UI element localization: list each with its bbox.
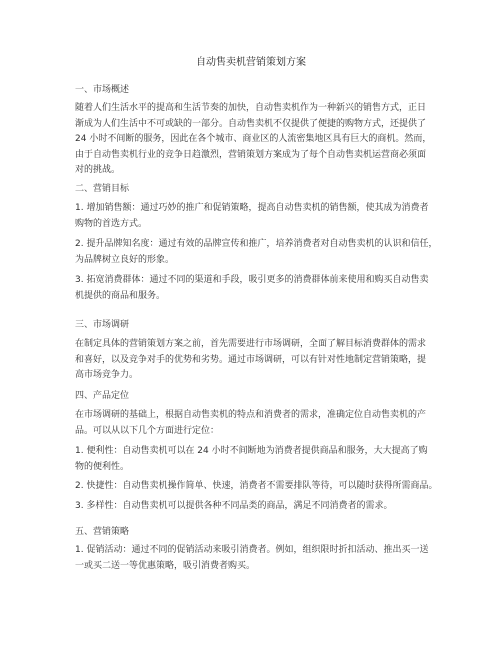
section-heading-marketing-goals: 二、营销目标 <box>75 184 130 194</box>
section-heading-market-research: 三、市场调研 <box>75 320 130 330</box>
text-line: 和喜好，以及竞争对手的优势和劣势。通过市场调研，可以有针对性地制定营销策略，提 <box>75 354 427 365</box>
section-heading-product-positioning: 四、产品定位 <box>75 391 130 401</box>
text-line: 高市场竞争力。 <box>75 370 139 381</box>
paragraph <box>75 479 438 495</box>
text-line: 在制定具体的营销策划方案之前，首先需要进行市场调研，全面了解目标消费群体的需求 <box>75 339 427 349</box>
document-title: 自动售卖机营销策划方案 <box>196 57 306 68</box>
paragraph <box>75 101 435 179</box>
text-line: 3. 拓宽消费群体：通过不同的渠道和手段，吸引更多的消费群体前来使用和购买自动售卖 <box>75 275 429 285</box>
text-line: 24 小时不间断的服务，因此在各个城市、商业区的人流密集地区具有巨大的商机。然而， <box>75 134 432 145</box>
text-line: 2. 提升品牌知名度：通过有效的品牌宣传和推广，培养消费者对自动售卖机的认识和信任， <box>75 239 438 249</box>
paragraph <box>75 408 435 439</box>
paragraph <box>75 543 435 574</box>
text-line: 为品牌树立良好的形象。 <box>75 254 175 265</box>
paragraph <box>75 499 435 515</box>
text-line: 一或买二送一等优惠策略，吸引消费者购买。 <box>75 560 256 571</box>
text-line: 由于自动售卖机行业的竞争日趋激烈，营销策划方案成为了每个自动售卖机运营商必须面 <box>75 149 427 160</box>
section-heading-market-overview: 一、市场概述 <box>75 85 130 95</box>
text-line: 在市场调研的基础上，根据自动售卖机的特点和消费者的需求，准确定位自动售卖机的产 <box>75 410 427 420</box>
text-line: 对的挑战。 <box>75 165 121 176</box>
text-line: 1. 便利性：自动售卖机可以在 24 小时不间断地为消费者提供商品和服务，大大提高了购 <box>75 446 428 456</box>
text-line: 物的便利性。 <box>75 461 130 472</box>
text-line: 机提供的商品和服务。 <box>75 290 166 301</box>
paragraph <box>75 337 435 384</box>
text-line: 1. 促销活动：通过不同的促销活动来吸引消费者。例如，组织限时折扣活动、推出买一送 <box>75 545 429 555</box>
paragraph <box>75 201 435 232</box>
text-line: 渐成为人们生活中不可或缺的一部分。自动售卖机不仅提供了便捷的购物方式，还提供了 <box>75 118 427 129</box>
text-line: 3. 多样性：自动售卖机可以提供各种不同品类的商品，满足不同消费者的需求。 <box>75 501 393 511</box>
text-line: 购物的首选方式。 <box>75 218 148 229</box>
text-line: 品。可以从以下几个方面进行定位： <box>75 425 220 436</box>
text-line: 2. 快捷性：自动售卖机操作简单、快速，消费者不需要排队等待，可以随时获得所需商品。 <box>75 481 438 491</box>
paragraph <box>75 444 435 475</box>
text-line: 1. 增加销售额：通过巧妙的推广和促销策略，提高自动售卖机的销售额，使其成为消费者 <box>75 203 429 213</box>
paragraph <box>75 273 435 304</box>
paragraph <box>75 237 438 268</box>
text-line: 随着人们生活水平的提高和生活节奏的加快，自动售卖机作为一种新兴的销售方式，正日 <box>75 103 427 113</box>
section-heading-marketing-strategy: 五、营销策略 <box>75 527 130 537</box>
